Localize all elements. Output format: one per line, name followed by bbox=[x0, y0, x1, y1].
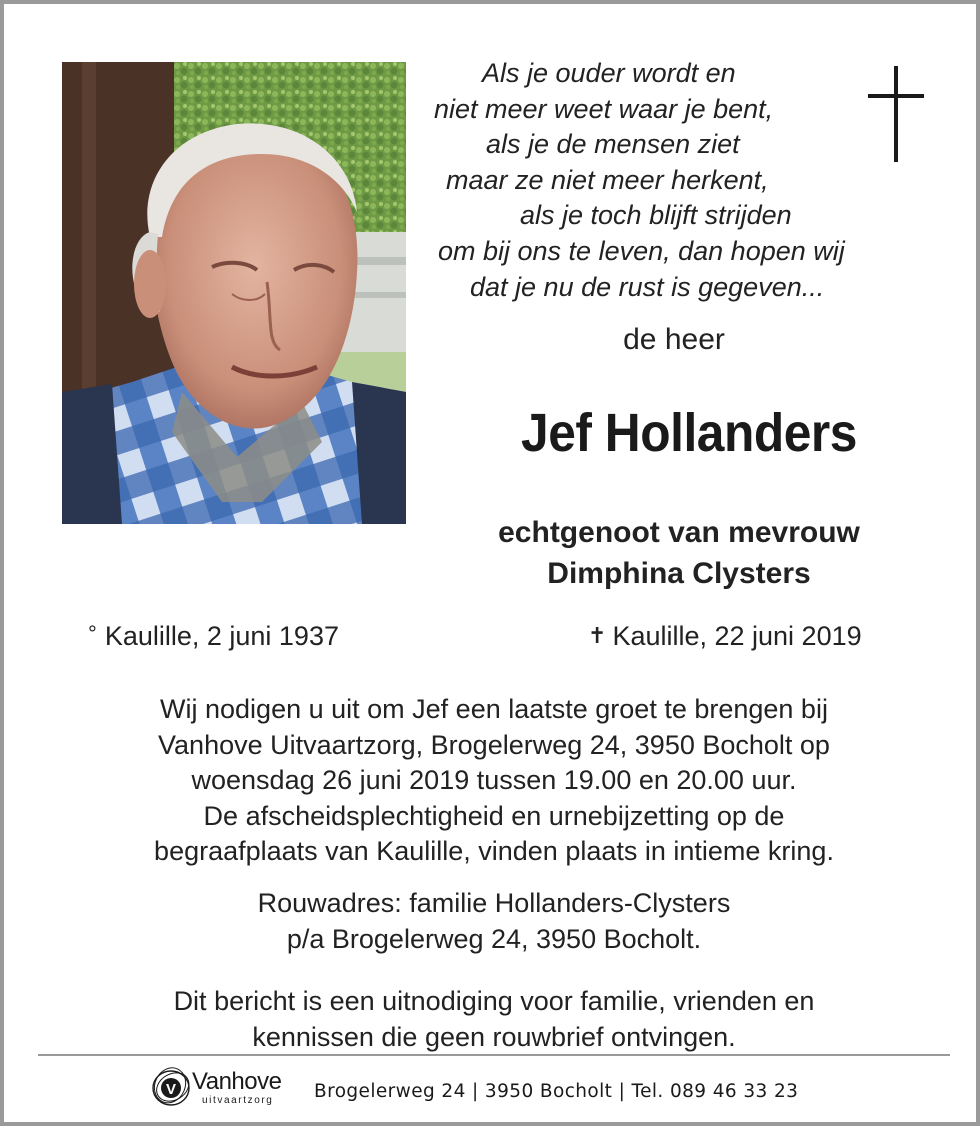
poem bbox=[424, 56, 924, 305]
address-line: Rouwadres: familie Hollanders-Clysters bbox=[257, 888, 731, 918]
logo-subtitle: uitvaartzorg bbox=[202, 1095, 274, 1106]
salutation: de heer bbox=[623, 323, 725, 356]
invitation-line: woensdag 26 juni 2019 tussen 19.00 en 20.00 uur. bbox=[191, 765, 797, 795]
spouse-line: echtgenoot van mevrouw bbox=[498, 516, 860, 549]
death-date bbox=[588, 621, 862, 652]
latin-cross-icon bbox=[868, 66, 926, 164]
logo-initial: V bbox=[165, 1081, 177, 1098]
invitation-paragraph bbox=[44, 692, 944, 870]
poem-line: als je de mensen ziet bbox=[486, 129, 740, 160]
spouse-name: Dimphina Clysters bbox=[547, 557, 811, 590]
poem-line: maar ze niet meer herkent, bbox=[446, 164, 769, 195]
poem-line: als je toch blijft strijden bbox=[520, 200, 792, 231]
deceased-name: Jef Hollanders bbox=[521, 403, 857, 463]
invitation-line: De afscheidsplechtigheid en urnebijzetting op de bbox=[203, 800, 785, 831]
footer-contact: Brogelerweg 24 | 3950 Bocholt | Tel. 089 46 33 23 bbox=[314, 1081, 799, 1102]
logo-emblem-icon bbox=[150, 1066, 192, 1110]
address-line: p/a Brogelerweg 24, 3950 Bocholt. bbox=[286, 923, 702, 954]
mourning-address bbox=[44, 886, 944, 957]
poem-line: niet meer weet waar je bent, bbox=[434, 93, 774, 124]
death-text: Kaulille, 22 juni 2019 bbox=[612, 621, 862, 651]
poem-line: dat je nu de rust is gegeven... bbox=[470, 271, 825, 302]
invitation-line: Vanhove Uitvaartzorg, Brogelerweg 24, 3950 Bocholt op bbox=[158, 729, 830, 760]
notice-line: kennissen die geen rouwbrief ontvingen. bbox=[252, 1021, 736, 1052]
footer-divider bbox=[38, 1054, 950, 1056]
notice-paragraph bbox=[44, 984, 944, 1055]
birth-text: Kaulille, 2 juni 1937 bbox=[104, 621, 339, 651]
birth-symbol: ° bbox=[88, 621, 97, 646]
invitation-line: Wij nodigen u uit om Jef een laatste groet te brengen bij bbox=[160, 694, 828, 724]
birth-date bbox=[88, 621, 339, 652]
dagger-icon: ✝ bbox=[588, 623, 607, 648]
vanhove-logo bbox=[150, 1064, 310, 1112]
poem-line: om bij ons te leven, dan hopen wij bbox=[438, 235, 845, 266]
portrait-photo bbox=[62, 62, 406, 524]
logo-name: Vanhove bbox=[192, 1068, 282, 1095]
invitation-line: begraafplaats van Kaulille, vinden plaats in intieme kring. bbox=[154, 836, 834, 866]
poem-line: Als je ouder wordt en bbox=[482, 58, 736, 88]
notice-line: Dit bericht is een uitnodiging voor familie, vrienden en bbox=[173, 986, 815, 1016]
